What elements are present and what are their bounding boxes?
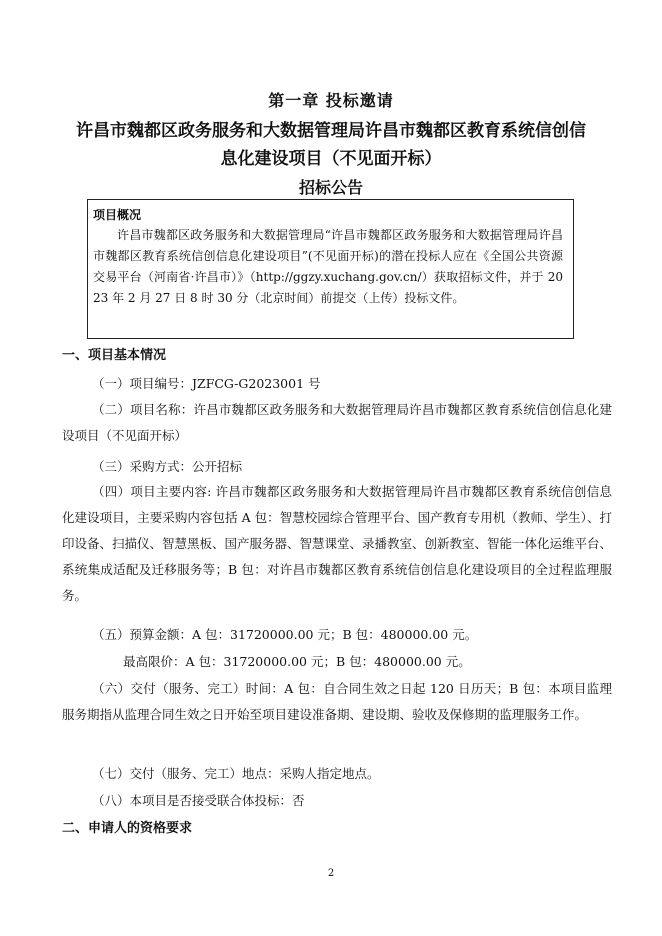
item-procurement-method: （三）采购方式：公开招标	[92, 459, 243, 474]
item-consortium: （八）本项目是否接受联合体投标：否	[92, 793, 305, 808]
item-delivery-time: （六）交付（服务、完工）时间：A 包：自合同生效之日起 120 日历天；B 包：本项目监理服务期指从监理合同生效之日开始至项目建设准备期、建设期、验收及保修期的监理服务工作。	[62, 681, 612, 722]
overview-heading: 项目概况	[93, 208, 142, 222]
chapter-heading: 第一章 投标邀请	[268, 91, 394, 110]
notice-heading: 招标公告	[298, 178, 363, 197]
section-2-heading: 二、申请人的资格要求	[62, 821, 193, 836]
item-project-number: （一）项目编号：JZFCG-G2023001 号	[92, 376, 321, 391]
overview-text: 许昌市魏都区政务服务和大数据管理局“许昌市魏都区政务服务和大数据管理局许昌市魏都区教育系统信创信息化建设项目”(不见面开标)的潜在投标人应在《全国公共资源交易平台（河南省·许昌市）》（http://ggzy.xuchang.gov.cn/）获取招标文件，并于 2023 年 2 月 27 日 8 时 30 分（北京时间）前提交（上传）投标文件。	[93, 228, 563, 305]
item-budget: （五）预算金额：A 包：31720000.00 元；B 包：480000.00 元。	[92, 627, 478, 642]
project-overview-box	[87, 199, 574, 339]
page-number: 2	[327, 868, 335, 879]
section-1-heading: 一、项目基本情况	[62, 348, 167, 363]
project-title: 许昌市魏都区政务服务和大数据管理局许昌市魏都区教育系统信创信息化建设项目（不见面开标）	[76, 121, 586, 169]
item-main-content: （四）项目主要内容: 许昌市魏都区政务服务和大数据管理局许昌市魏都区教育系统信创信息化建设项目，主要采购内容包括 A 包：智慧校园综合管理平台、国产教育专用机（教师、学生）、打印设备、扫描仪、智慧黑板、国产服务器、智慧课堂、录播教室、创新教室、智能一体化运维平台、系统集成适配及迁移服务等；B 包：对许昌市魏都区教育系统信创信息化建设项目的全过程监理服务。	[62, 484, 613, 603]
item-project-name: （二）项目名称：许昌市魏都区政务服务和大数据管理局许昌市魏都区教育系统信创信息化建设项目（不见面开标）	[62, 402, 612, 443]
item-max-price: 最高限价：A 包：31720000.00 元；B 包：480000.00 元。	[123, 654, 471, 669]
item-delivery-place: （七）交付（服务、完工）地点：采购人指定地点。	[92, 766, 380, 781]
